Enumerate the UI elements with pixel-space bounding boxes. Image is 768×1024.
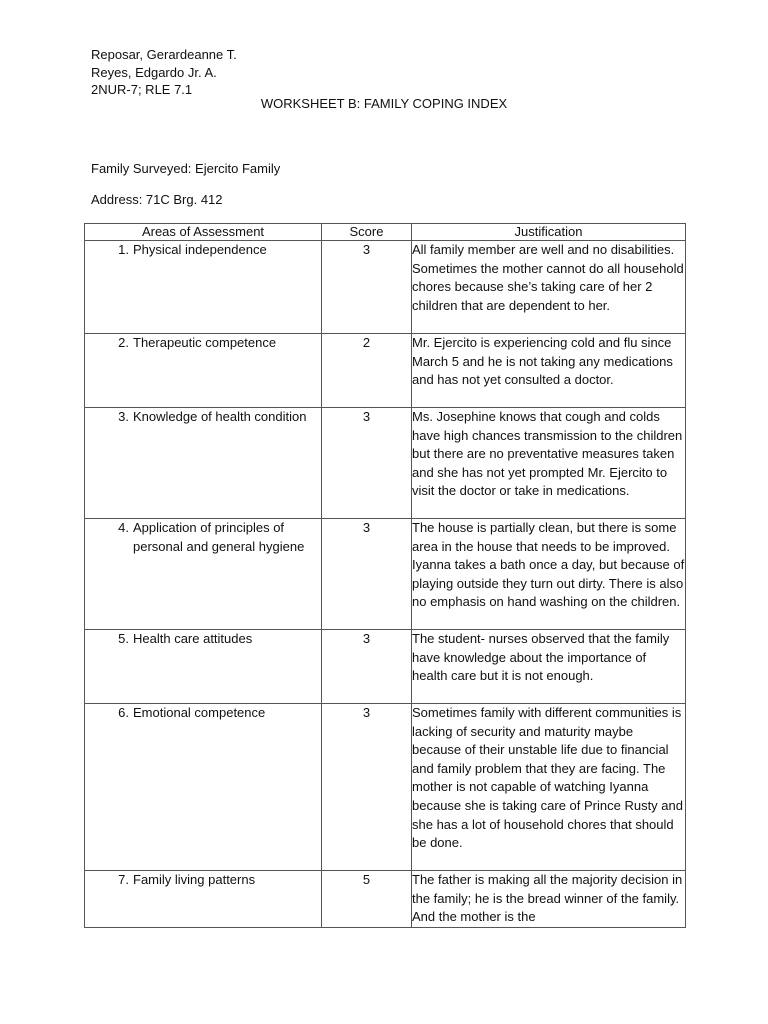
area-cell [85,871,322,928]
justification-cell: The father is making all the majority decision in the family; he is the bread winner of the family. And the mother is the [412,871,686,928]
header-justification: Justification [412,224,686,241]
area-label: Family living patterns [133,872,256,887]
score-cell: 3 [322,519,412,630]
justification-cell: Ms. Josephine knows that cough and colds have high chances transmission to the children but there are no preventative measures taken and she has not yet prompted Mr. Ejercito to visit the doctor or take in medications. [412,408,686,519]
section-label: 2NUR-7; RLE 7.1 [91,82,193,97]
coping-index-table [84,223,686,928]
justification-cell: Sometimes family with different communities is lacking of security and maturity maybe because of their unstable life due to financial and family problem that they are facing. The mother is not capable of watching Iyanna because she is taking care of Prince Rusty and she has a lot of household chores that should be done. [412,704,686,871]
table-row [85,519,686,630]
table-row [85,408,686,519]
area-cell [85,519,322,630]
area-label: Physical independence [133,242,267,257]
family-surveyed: Family Surveyed: Ejercito Family [91,161,281,176]
table-row [85,630,686,704]
row-number: 4. [118,520,129,535]
worksheet-title: WORKSHEET B: FAMILY COPING INDEX [260,96,508,111]
area-label: Application of principles of personal and general hygiene [133,520,305,554]
area-cell [85,408,322,519]
score-cell: 2 [322,334,412,408]
table-row [85,871,686,928]
row-number: 3. [118,409,129,424]
area-label: Health care attitudes [133,631,253,646]
table-row [85,334,686,408]
area-label: Knowledge of health condition [133,409,307,424]
header-score: Score [322,224,412,241]
area-label: Emotional competence [133,705,266,720]
area-cell [85,704,322,871]
justification-cell: The house is partially clean, but there is some area in the house that needs to be improved. Iyanna takes a bath once a day, but because of playing outside they turn out dirty. There is also no emphasis on hand washing on the children. [412,519,686,630]
area-cell [85,241,322,334]
table-row [85,704,686,871]
table-header-row [85,224,686,241]
score-cell: 3 [322,704,412,871]
justification-cell: All family member are well and no disabilities. Sometimes the mother cannot do all household chores because she’s taking care of her 2 children that are dependent to her. [412,241,686,334]
row-number: 2. [118,335,129,350]
family-address: Address: 71C Brg. 412 [91,192,223,207]
score-cell: 5 [322,871,412,928]
table-row [85,241,686,334]
row-number: 1. [118,242,129,257]
justification-cell: The student- nurses observed that the family have knowledge about the importance of health care but it is not enough. [412,630,686,704]
header-areas: Areas of Assessment [85,224,322,241]
author-name-1: Reposar, Gerardeanne T. [91,47,237,62]
row-number: 6. [118,705,129,720]
row-number: 7. [118,872,129,887]
score-cell: 3 [322,408,412,519]
justification-cell: Mr. Ejercito is experiencing cold and flu since March 5 and he is not taking any medications and has not yet consulted a doctor. [412,334,686,408]
score-cell: 3 [322,241,412,334]
area-cell [85,630,322,704]
row-number: 5. [118,631,129,646]
area-label: Therapeutic competence [133,335,277,350]
author-name-2: Reyes, Edgardo Jr. A. [91,65,217,80]
score-cell: 3 [322,630,412,704]
area-cell [85,334,322,408]
